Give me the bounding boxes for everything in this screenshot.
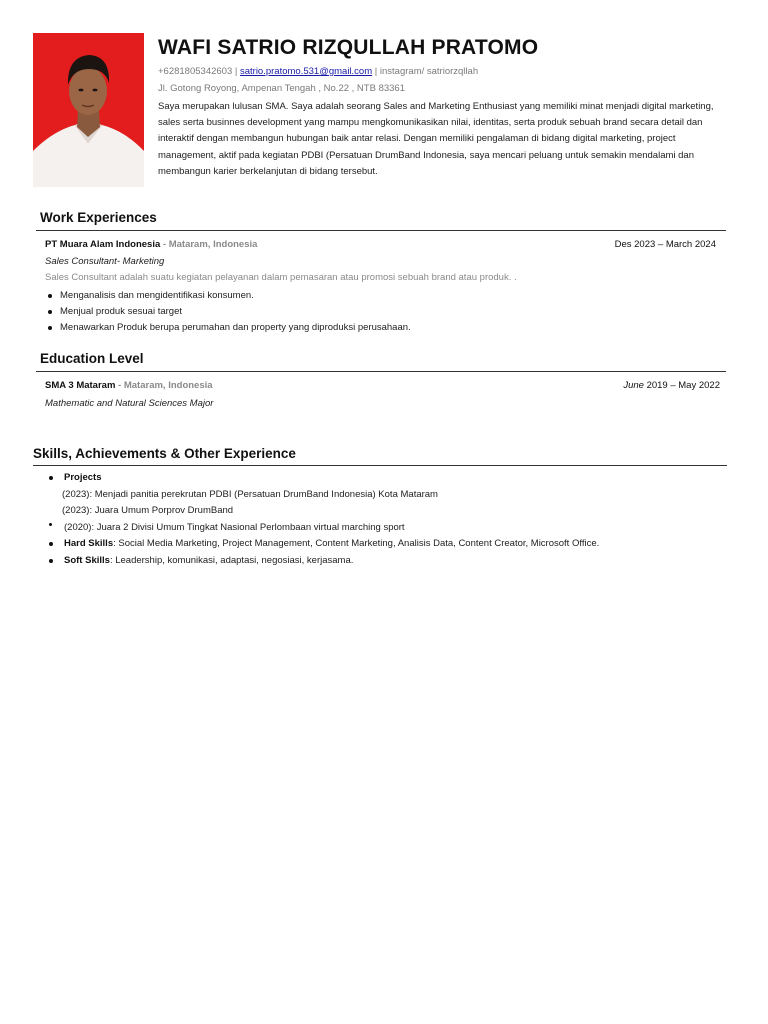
hard-skills-text: : Social Media Marketing, Project Management, Content Marketing, Analisis Data, Content Creator, Microsoft Office. xyxy=(113,538,600,549)
profile-photo xyxy=(33,33,144,187)
email-link[interactable]: satrio.pratomo.531@gmail.com xyxy=(239,66,373,77)
education-school-row xyxy=(45,380,213,391)
job-description: Sales Consultant adalah suatu kegiatan pelayanan dalam pemasaran atau promosi sebuah brand atau produk. . xyxy=(45,272,517,283)
instagram-handle: instagram/ satriorzqllah xyxy=(379,66,479,77)
home-address: Jl. Gotong Royong, Ampenan Tengah , No.22 , NTB 83361 xyxy=(158,83,405,94)
education-section-title: Education Level xyxy=(40,351,144,366)
profile-summary: Saya merupakan lulusan SMA. Saya adalah seorang Sales and Marketing Enthusiast yang memiliki minat menjadi digital marketing, sales serta businnes development yang mampu mengkomunikasikan nilai, identitas, serta produk sebuah brand secara detail dan interaktif dengan membangun hubungan baik antar relasi. Dengan memiliki pengalaman di bidang digital marketing, project management, aktif pada kegiatan PDBI (Persatuan DrumBand Indonesia, saya mencari peluang untuk semakin mendalami dan membangun karier berkelanjutan di bidang tersebut. xyxy=(158,101,714,177)
project-item: (2020): Juara 2 Divisi Umum Tingkat Nasional Perlombaan virtual marching sport xyxy=(46,520,599,537)
section-divider xyxy=(33,465,727,466)
company-dash: - xyxy=(160,239,169,250)
education-start-month: June xyxy=(623,380,644,391)
work-section-title: Work Experiences xyxy=(40,210,157,225)
school-dash: - xyxy=(115,380,124,391)
soft-skills-label: Soft Skills xyxy=(64,554,110,566)
job-role: Sales Consultant- Marketing xyxy=(45,256,165,267)
school-name: SMA 3 Mataram xyxy=(45,380,116,391)
project-item: (2023): Juara Umum Porprov DrumBand xyxy=(62,505,234,516)
company-name: PT Muara Alam Indonesia xyxy=(45,239,161,250)
skills-section-title: Skills, Achievements & Other Experience xyxy=(33,446,296,461)
education-dates xyxy=(623,380,720,391)
hard-skills-label: Hard Skills xyxy=(64,538,114,549)
skills-list xyxy=(46,470,599,569)
company-location: Mataram, Indonesia xyxy=(168,239,258,250)
soft-skills-line xyxy=(46,553,599,570)
work-company-row xyxy=(45,239,257,250)
list-item: Menawarkan Produk berupa perumahan dan property yang diproduksi perusahaan. xyxy=(45,320,411,336)
section-divider xyxy=(36,371,726,372)
projects-heading: Projects xyxy=(46,470,599,487)
hard-skills-line xyxy=(46,536,599,553)
person-portrait-icon xyxy=(33,33,144,187)
education-date-range: 2019 – May 2022 xyxy=(643,380,720,391)
contact-separator: | xyxy=(372,66,380,77)
contact-separator: | xyxy=(232,66,240,77)
soft-skills-text: : Leadership, komunikasi, adaptasi, negosiasi, kerjasama. xyxy=(109,554,354,566)
list-item: Menganalisis dan mengidentifikasi konsumen. xyxy=(45,288,411,304)
work-dates: Des 2023 – March 2024 xyxy=(614,239,716,250)
contact-line xyxy=(158,66,478,77)
candidate-name: WAFI SATRIO RIZQULLAH PRATOMO xyxy=(158,36,539,59)
section-divider xyxy=(36,230,726,231)
school-location: Mataram, Indonesia xyxy=(123,380,213,391)
phone-number: +6281805342603 xyxy=(158,66,233,77)
job-duties-list xyxy=(45,288,411,336)
list-item: Menjual produk sesuai target xyxy=(45,304,411,320)
education-major: Mathematic and Natural Sciences Major xyxy=(45,398,214,409)
project-item: (2023): Menjadi panitia perekrutan PDBI (Persatuan DrumBand Indonesia) Kota Mataram xyxy=(62,488,438,500)
